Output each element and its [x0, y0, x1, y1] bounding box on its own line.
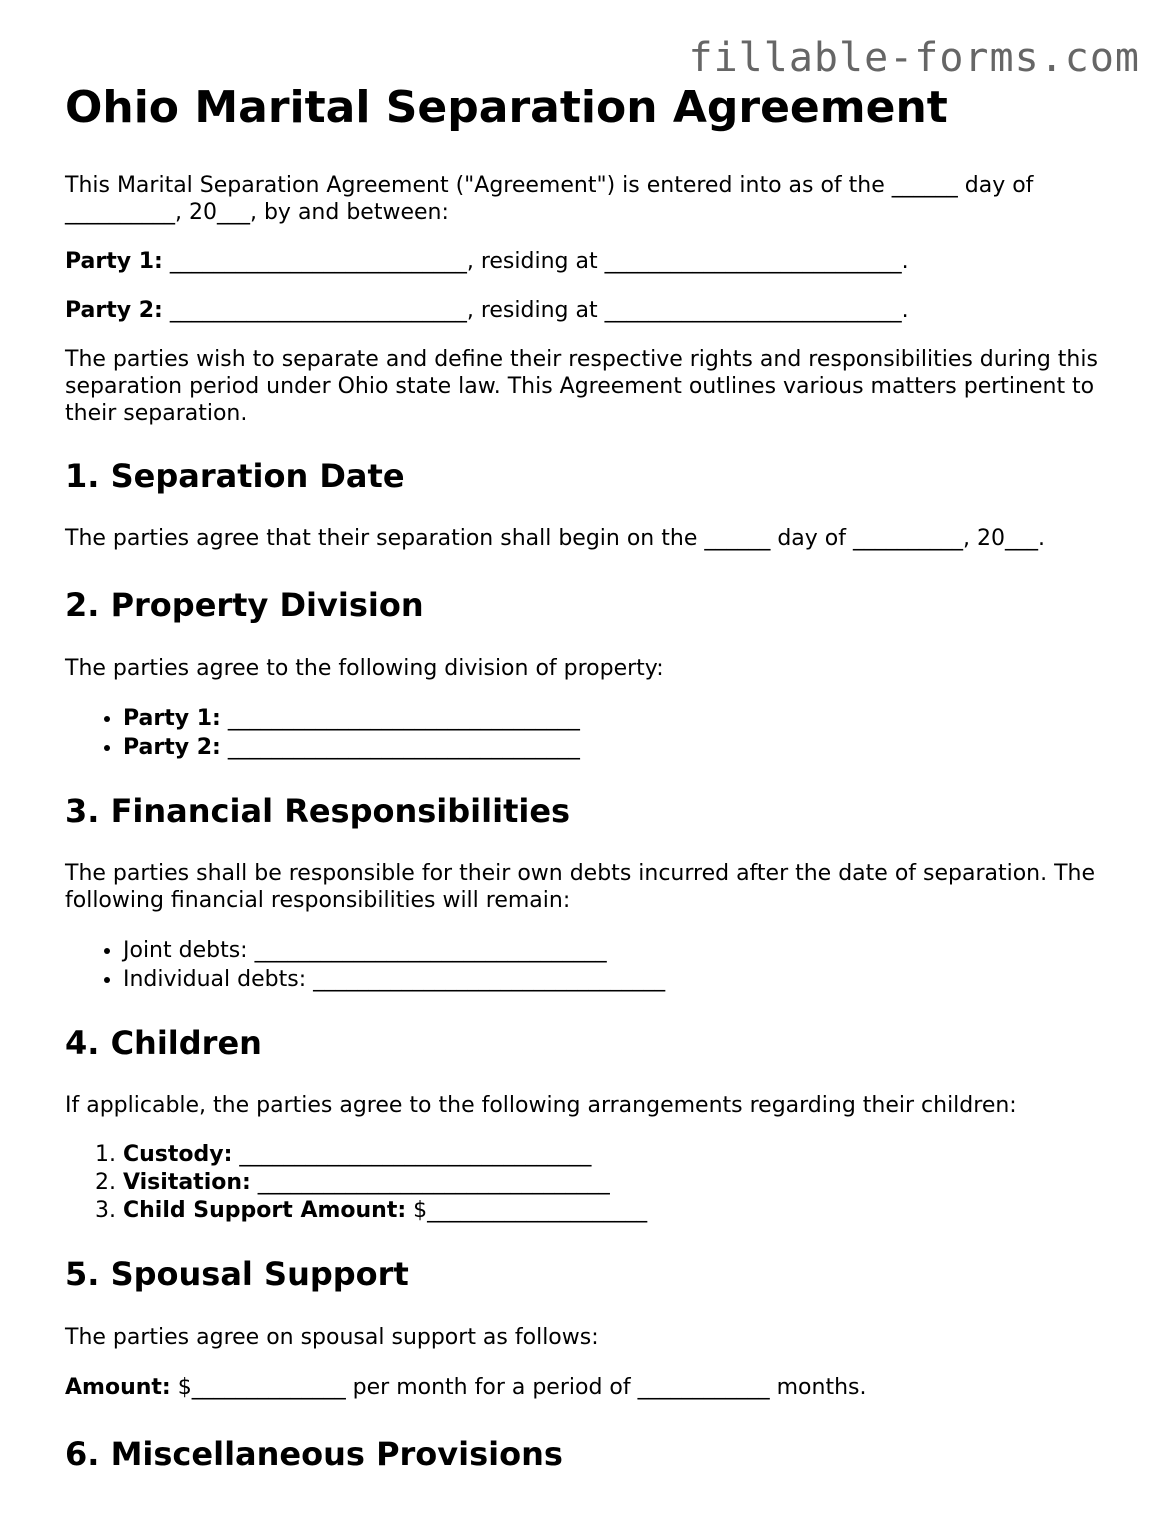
property-party-1-label: Party 1:	[123, 705, 221, 731]
child-support-field[interactable]: $____________________	[406, 1198, 648, 1224]
custody-field[interactable]: ________________________________	[232, 1142, 592, 1168]
party-1-fields[interactable]: ___________________________, residing at ___________________________.	[162, 248, 909, 274]
list-item	[123, 1141, 1115, 1169]
children-list	[65, 1141, 1115, 1225]
list-item	[123, 733, 1115, 762]
joint-debts-field[interactable]: • Joint debts: ________________________________	[123, 936, 1115, 965]
debts-list	[65, 936, 1115, 994]
spousal-support-text: The parties agree on spousal support as follows:	[65, 1324, 599, 1350]
child-support-label: Child Support Amount:	[123, 1198, 407, 1224]
document-title: Ohio Marital Separation Agreement	[65, 82, 948, 133]
party-1-line	[65, 248, 1115, 275]
list-item	[123, 704, 1115, 733]
section-heading-property-division: 2. Property Division	[65, 586, 424, 625]
party-2-label: Party 2:	[65, 297, 163, 323]
property-party-2-label: Party 2:	[123, 734, 221, 760]
party-1-label: Party 1:	[65, 248, 163, 274]
intro-paragraph: This Marital Separation Agreement ("Agreement") is entered into as of the ______ day of __________, 20___, by and between:	[65, 172, 1034, 225]
purpose-paragraph: The parties wish to separate and define their respective rights and responsibilities during this separation period under Ohio state law. This Agreement outlines various matters pertinent to their separation.	[65, 346, 1098, 426]
visitation-label: Visitation:	[123, 1170, 251, 1196]
spousal-amount-fields[interactable]: $______________ per month for a period of ____________ months.	[170, 1374, 867, 1400]
visitation-field[interactable]: ________________________________	[250, 1170, 610, 1196]
section-heading-spousal-support: 5. Spousal Support	[65, 1255, 409, 1294]
watermark: fillable-forms.com	[688, 35, 1140, 81]
property-party-2-field[interactable]: ________________________________	[220, 734, 580, 760]
separation-date-text[interactable]: The parties agree that their separation shall begin on the ______ day of __________, 20___.	[65, 526, 1045, 552]
section-heading-miscellaneous: 6. Miscellaneous Provisions	[65, 1434, 563, 1473]
spousal-amount-label: Amount:	[65, 1374, 171, 1400]
custody-label: Custody:	[123, 1142, 233, 1168]
list-item	[123, 1197, 1115, 1225]
property-party-1-field[interactable]: ________________________________	[220, 705, 580, 731]
property-list	[65, 704, 1115, 762]
party-2-line	[65, 297, 1115, 324]
section-heading-separation-date: 1. Separation Date	[65, 456, 405, 495]
children-text: If applicable, the parties agree to the following arrangements regarding their children:	[65, 1093, 1017, 1119]
list-item	[123, 1169, 1115, 1197]
individual-debts-field[interactable]: • Individual debts: ________________________________	[123, 965, 1115, 994]
section-heading-children: 4. Children	[65, 1023, 262, 1062]
document-page	[65, 82, 1115, 1503]
section-heading-financial-responsibilities: 3. Financial Responsibilities	[65, 791, 571, 830]
financial-text: The parties shall be responsible for their own debts incurred after the date of separation. The following financial responsibilities will remain:	[65, 860, 1096, 913]
property-division-text: The parties agree to the following division of property:	[65, 655, 664, 681]
party-2-fields[interactable]: ___________________________, residing at ___________________________.	[162, 297, 909, 323]
spousal-amount-line	[65, 1374, 1115, 1401]
